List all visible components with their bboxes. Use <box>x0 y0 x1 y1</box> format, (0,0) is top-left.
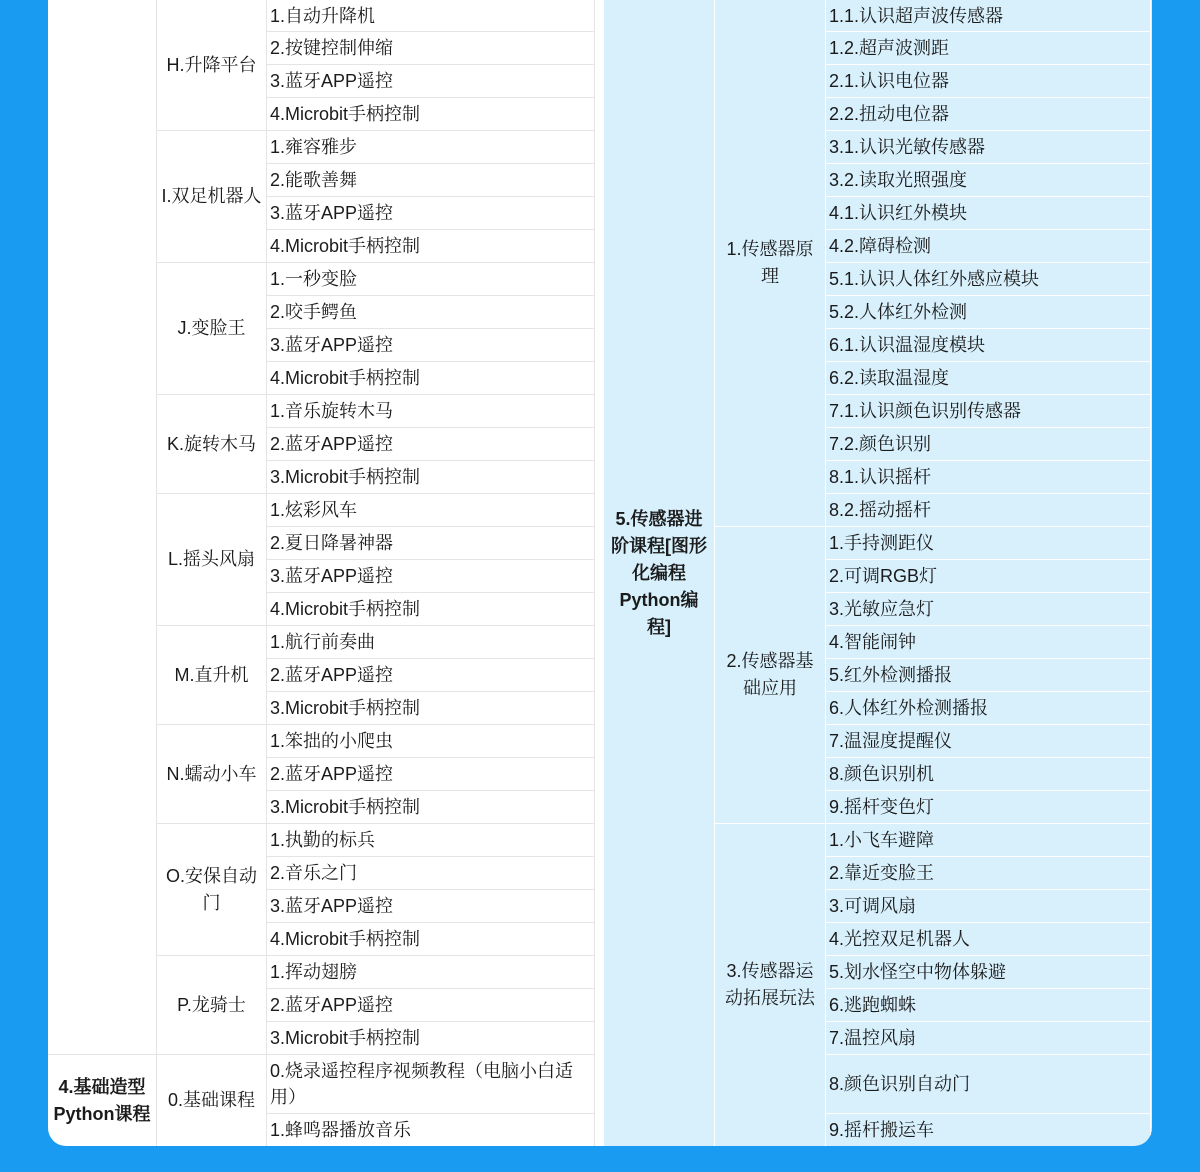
lesson-item: 6.1.认识温湿度模块 <box>829 335 986 355</box>
lesson-item: 2.靠近变脸王 <box>829 863 935 883</box>
course-name: P.龙骑士 <box>177 994 246 1015</box>
lesson-item: 1.雍容雅步 <box>270 137 358 157</box>
lesson-item: 3.Microbit手柄控制 <box>270 1028 421 1048</box>
lesson-item: 3.蓝牙APP遥控 <box>270 566 394 586</box>
lesson-item: 3.1.认识光敏传感器 <box>829 137 986 157</box>
lesson-item: 2.按键控制伸缩 <box>270 38 394 58</box>
lesson-item: 4.Microbit手柄控制 <box>270 929 421 949</box>
lesson-item: 1.炫彩风车 <box>270 500 358 520</box>
lesson-item: 1.航行前奏曲 <box>270 632 376 652</box>
module-name: 3.传感器运动拓展玩法 <box>725 961 815 1008</box>
lesson-item: 7.温控风扇 <box>829 1028 917 1048</box>
lesson-item: 6.2.读取温湿度 <box>829 368 950 388</box>
course-name: H.升降平台 <box>166 54 257 75</box>
lesson-item: 4.Microbit手柄控制 <box>270 599 421 619</box>
course-name: M.直升机 <box>174 664 249 685</box>
lesson-item: 4.Microbit手柄控制 <box>270 236 421 256</box>
lesson-item: 7.2.颜色识别 <box>829 434 932 454</box>
lesson-item: 1.执勤的标兵 <box>270 830 376 850</box>
lesson-item: 3.蓝牙APP遥控 <box>270 335 394 355</box>
lesson-item: 4.1.认识红外模块 <box>829 203 968 223</box>
lesson-item: 1.一秒变脸 <box>270 269 358 289</box>
lesson-item: 1.2.超声波测距 <box>829 38 950 58</box>
lesson-item: 1.1.认识超声波传感器 <box>829 5 1004 26</box>
section-title: 5.传感器进阶课程[图形化编程Python编程] <box>611 508 707 637</box>
lesson-item: 0.烧录遥控程序视频教程（电脑小白适用） <box>270 1061 574 1107</box>
lesson-item: 9.摇杆搬运车 <box>829 1120 935 1140</box>
column-divider <box>1150 0 1151 1146</box>
lesson-item: 1.蜂鸣器播放音乐 <box>270 1120 412 1140</box>
lesson-item: 7.温湿度提醒仪 <box>829 731 953 751</box>
lesson-item: 8.2.摇动摇杆 <box>829 500 932 520</box>
lesson-item: 1.笨拙的小爬虫 <box>270 731 394 751</box>
lesson-item: 1.自动升降机 <box>270 5 376 26</box>
left-course-table <box>48 0 596 1146</box>
section-title: 4.基础造型Python课程 <box>53 1076 151 1124</box>
lesson-item: 3.可调风扇 <box>829 896 917 916</box>
lesson-item: 2.蓝牙APP遥控 <box>270 995 394 1015</box>
lesson-item: 8.1.认识摇杆 <box>829 467 932 487</box>
lesson-item: 2.夏日降暑神器 <box>270 533 394 553</box>
lesson-item: 4.2.障碍检测 <box>829 236 932 256</box>
lesson-item: 4.光控双足机器人 <box>829 929 971 949</box>
lesson-item: 1.音乐旋转木马 <box>270 401 394 421</box>
course-name: N.蠕动小车 <box>166 763 257 784</box>
lesson-item: 2.蓝牙APP遥控 <box>270 764 394 784</box>
lesson-item: 2.2.扭动电位器 <box>829 104 950 124</box>
lesson-item: 2.咬手鳄鱼 <box>270 302 358 322</box>
lesson-item: 3.Microbit手柄控制 <box>270 698 421 718</box>
course-name: K.旋转木马 <box>166 433 256 454</box>
lesson-item: 3.2.读取光照强度 <box>829 170 968 190</box>
lesson-item: 2.蓝牙APP遥控 <box>270 434 394 454</box>
course-name: L.摇头风扇 <box>167 549 255 569</box>
right-course-table <box>604 0 1152 1146</box>
module-name: 2.传感器基础应用 <box>726 651 814 698</box>
lesson-item: 2.能歌善舞 <box>270 170 358 190</box>
lesson-item: 1.手持测距仪 <box>829 533 935 553</box>
lesson-item: 5.2.人体红外检测 <box>829 302 968 322</box>
lesson-item: 6.逃跑蜘蛛 <box>829 995 917 1015</box>
panel-gap <box>596 0 604 1146</box>
lesson-item: 5.红外检测播报 <box>829 665 953 685</box>
lesson-item: 9.摇杆变色灯 <box>829 797 935 817</box>
lesson-item: 8.颜色识别自动门 <box>829 1074 971 1094</box>
lesson-item: 2.可调RGB灯 <box>829 566 938 586</box>
course-name: 0.基础课程 <box>167 1090 255 1110</box>
lesson-item: 3.Microbit手柄控制 <box>270 797 421 817</box>
column-divider <box>594 0 595 1146</box>
module-name: 1.传感器原理 <box>726 239 814 286</box>
lesson-item: 8.颜色识别机 <box>829 764 935 784</box>
course-name: J.变脸王 <box>177 318 246 338</box>
course-name: I.双足机器人 <box>161 186 262 206</box>
lesson-item: 1.挥动翅膀 <box>270 962 358 982</box>
lesson-item: 2.蓝牙APP遥控 <box>270 665 394 685</box>
lesson-item: 2.音乐之门 <box>270 863 358 883</box>
lesson-item: 5.1.认识人体红外感应模块 <box>829 269 1040 289</box>
lesson-item: 5.划水怪空中物体躲避 <box>829 962 1007 982</box>
lesson-item: 3.蓝牙APP遥控 <box>270 203 394 223</box>
lesson-item: 3.光敏应急灯 <box>829 599 935 619</box>
lesson-item: 7.1.认识颜色识别传感器 <box>829 401 1022 421</box>
course-name: O.安保自动门 <box>165 865 257 913</box>
lesson-item: 2.1.认识电位器 <box>829 71 950 91</box>
lesson-item: 4.智能闹钟 <box>829 632 917 652</box>
lesson-item: 3.蓝牙APP遥控 <box>270 71 394 91</box>
lesson-item: 6.人体红外检测播报 <box>829 698 989 718</box>
lesson-item: 4.Microbit手柄控制 <box>270 368 421 388</box>
lesson-item: 4.Microbit手柄控制 <box>270 104 421 124</box>
lesson-item: 3.蓝牙APP遥控 <box>270 896 394 916</box>
lesson-item: 1.小飞车避障 <box>829 830 935 850</box>
lesson-item: 3.Microbit手柄控制 <box>270 467 421 487</box>
